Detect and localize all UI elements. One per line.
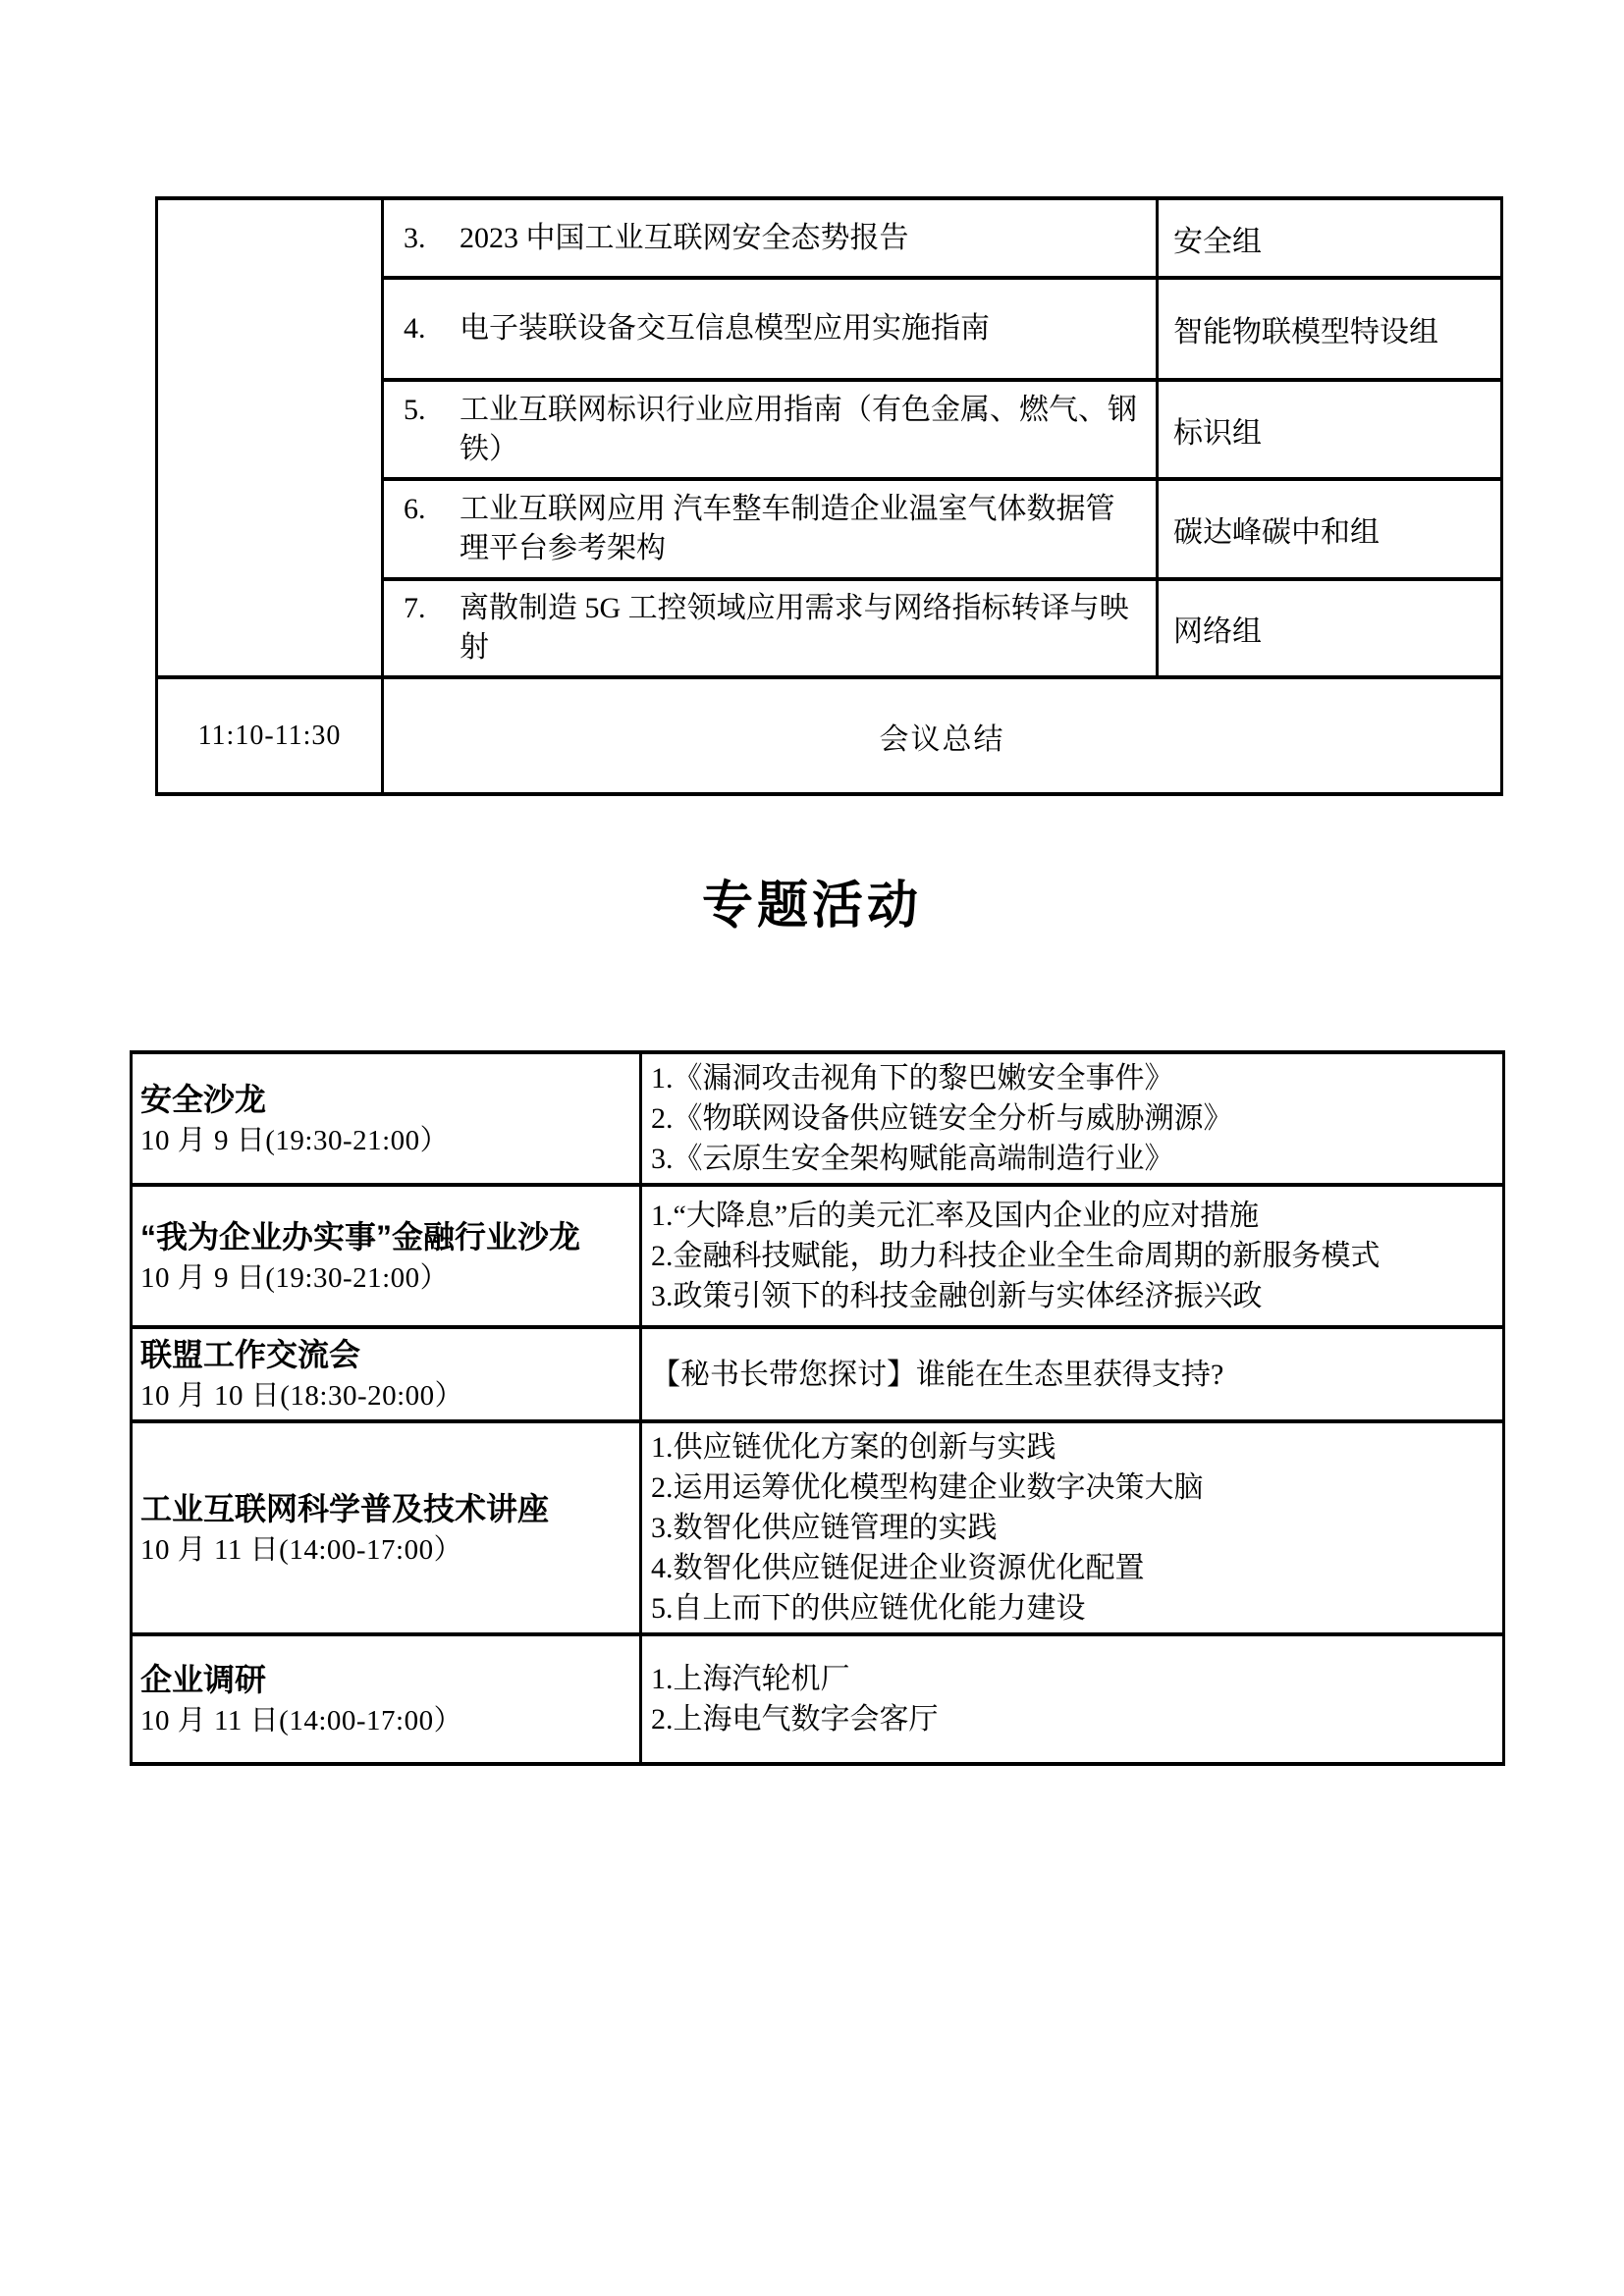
event-item: 1.供应链优化方案的创新与实践 xyxy=(651,1431,1056,1464)
agenda-number: 6. xyxy=(404,493,426,525)
event-date: 10 月 9 日(19:30-21:00） xyxy=(140,1261,450,1294)
event-row xyxy=(132,1421,1504,1634)
event-title: 企业调研 xyxy=(140,1662,267,1697)
event-date: 10 月 11 日(14:00-17:00） xyxy=(140,1533,463,1566)
event-title: “我为企业办实事”金融行业沙龙 xyxy=(140,1218,581,1255)
agenda-item xyxy=(404,589,1142,667)
agenda-cell xyxy=(383,278,1158,380)
table-row xyxy=(157,198,1502,278)
agenda-item xyxy=(404,309,1142,348)
agenda-cell xyxy=(383,198,1158,278)
group-cell: 碳达峰碳中和组 xyxy=(1158,479,1502,579)
agenda-cell xyxy=(383,579,1158,677)
agenda-item xyxy=(404,391,1142,469)
agenda-text: 工业互联网标识行业应用指南（有色金属、燃气、钢铁） xyxy=(460,393,1137,465)
event-item: 5.自上而下的供应链优化能力建设 xyxy=(651,1592,1086,1625)
event-row xyxy=(132,1634,1504,1764)
group-cell: 网络组 xyxy=(1158,579,1502,677)
event-row xyxy=(132,1052,1504,1185)
agenda-cell xyxy=(383,479,1158,579)
agenda-cell xyxy=(383,380,1158,479)
event-content-cell xyxy=(641,1327,1504,1421)
event-content-cell xyxy=(641,1421,1504,1634)
event-info-cell xyxy=(132,1421,641,1634)
event-item: 2.《物联网设备供应链安全分析与威胁溯源》 xyxy=(651,1102,1233,1135)
event-item: 3.《云原生安全架构赋能高端制造行业》 xyxy=(651,1143,1174,1175)
event-title: 工业互联网科学普及技术讲座 xyxy=(140,1490,550,1526)
event-item: 【秘书长带您探讨】谁能在生态里获得支持? xyxy=(651,1358,1224,1391)
events-table xyxy=(130,1050,1505,1766)
agenda-text: 2023 中国工业互联网安全态势报告 xyxy=(460,221,909,254)
agenda-number: 5. xyxy=(404,393,426,426)
event-item: 1.《漏洞攻击视角下的黎巴嫩安全事件》 xyxy=(651,1062,1174,1095)
agenda-item xyxy=(404,219,1142,258)
event-item: 1.“大降息”后的美元汇率及国内企业的应对措施 xyxy=(651,1200,1260,1232)
summary-cell: 会议总结 xyxy=(383,677,1502,794)
agenda-item xyxy=(404,490,1142,568)
group-cell: 智能物联模型特设组 xyxy=(1158,278,1502,380)
section-title: 专题活动 xyxy=(701,878,922,934)
event-info-cell xyxy=(132,1327,641,1421)
event-item: 3.政策引领下的科技金融创新与实体经济振兴政 xyxy=(651,1280,1263,1312)
event-content-cell xyxy=(641,1634,1504,1764)
agenda-text: 工业互联网应用 汽车整车制造企业温室气体数据管理平台参考架构 xyxy=(460,493,1115,564)
agenda-number: 3. xyxy=(404,221,426,254)
event-date: 10 月 9 日(19:30-21:00） xyxy=(140,1124,450,1156)
event-date: 10 月 11 日(14:00-17:00） xyxy=(140,1705,463,1736)
group-cell: 安全组 xyxy=(1158,198,1502,278)
time-cell: 11:10-11:30 xyxy=(157,677,383,794)
agenda-number: 4. xyxy=(404,312,426,345)
time-cell-empty xyxy=(157,198,383,677)
event-item: 3.数智化供应链管理的实践 xyxy=(651,1512,998,1544)
event-item: 2.上海电气数字会客厅 xyxy=(651,1703,939,1735)
event-item: 2.运用运筹优化模型构建企业数字决策大脑 xyxy=(651,1471,1204,1504)
agenda-text: 离散制造 5G 工控领域应用需求与网络指标转译与映射 xyxy=(460,592,1129,664)
event-date: 10 月 10 日(18:30-20:00） xyxy=(140,1380,464,1412)
event-item: 4.数智化供应链促进企业资源优化配置 xyxy=(651,1552,1145,1584)
event-row xyxy=(132,1327,1504,1421)
event-title: 安全沙龙 xyxy=(140,1081,267,1117)
agenda-number: 7. xyxy=(404,592,426,624)
agenda-text: 电子装联设备交互信息模型应用实施指南 xyxy=(460,312,990,345)
event-content-cell xyxy=(641,1185,1504,1327)
event-title: 联盟工作交流会 xyxy=(140,1337,361,1372)
event-row xyxy=(132,1185,1504,1327)
event-item: 1.上海汽轮机厂 xyxy=(651,1663,850,1695)
schedule-table xyxy=(155,196,1503,796)
event-item: 2.金融科技赋能，助力科技企业全生命周期的新服务模式 xyxy=(651,1240,1380,1272)
group-cell: 标识组 xyxy=(1158,380,1502,479)
event-info-cell xyxy=(132,1634,641,1764)
event-content-cell xyxy=(641,1052,1504,1185)
event-info-cell xyxy=(132,1052,641,1185)
event-info-cell xyxy=(132,1185,641,1327)
summary-row xyxy=(157,677,1502,794)
